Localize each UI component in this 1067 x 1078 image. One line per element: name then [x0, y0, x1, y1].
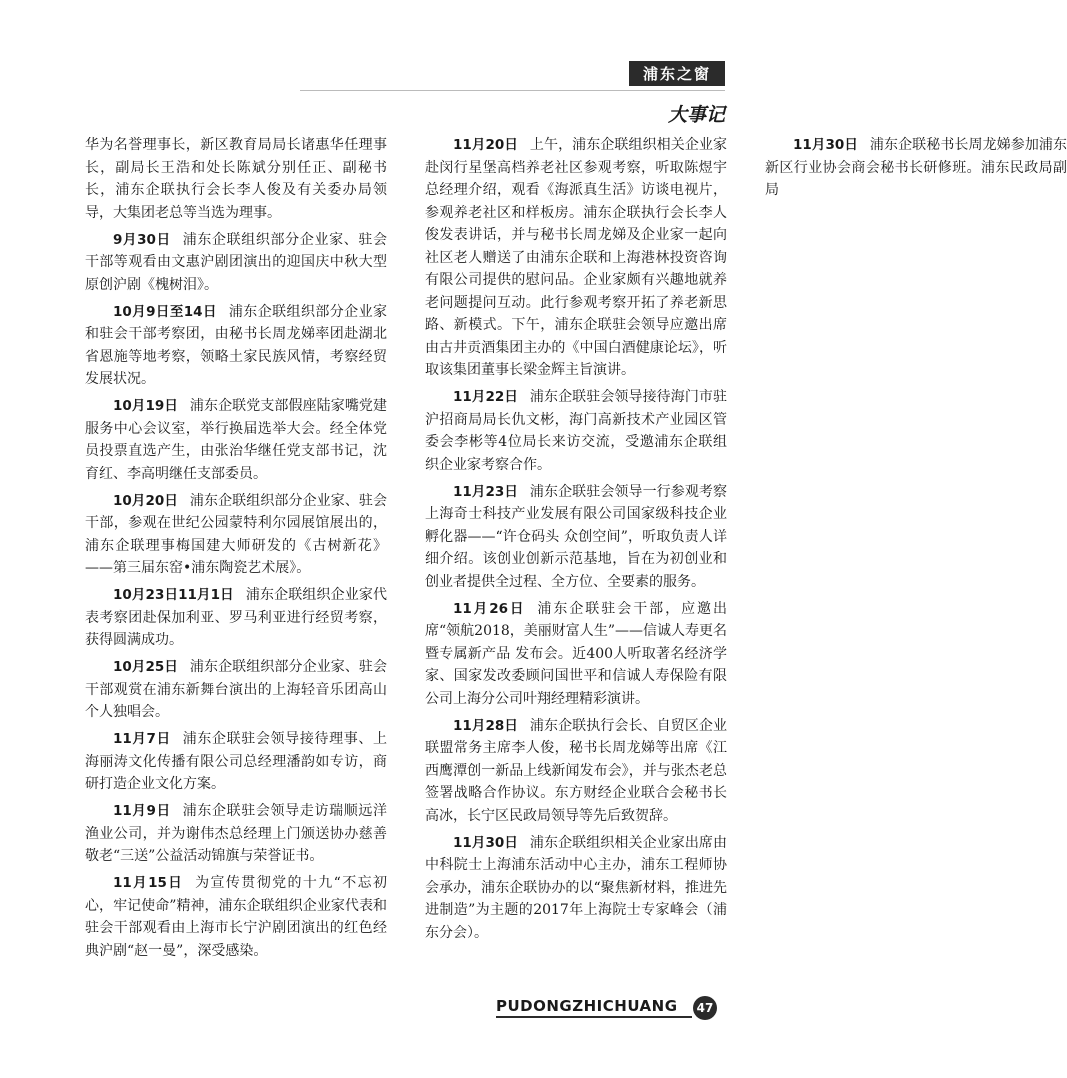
entry-text: 浦东企联秘书长周龙娣参加浦东新区行业协会商会秘书长研修班。浦东民政局副局 — [765, 137, 1067, 198]
entry-text: 浦东企联驻会干部，应邀出席“领航2018，美丽财富人生”——信诚人寿更名暨专属新产品 发布会。近400人听取著名经济学家、国家发改委顾问国世平和信诚人寿保险有限公司上海分公司叶翔经理精彩演讲。 — [425, 600, 727, 707]
entry-paragraph — [85, 656, 387, 724]
section-title: 大事记 — [667, 104, 725, 126]
entry-text: 为宣传贯彻党的十九“不忘初心，牢记使命”精神，浦东企联组织企业家代表和驻会干部观看由上海市长宁沪剧团演出的红色经典沪剧“赵一曼”，深受感染。 — [85, 875, 387, 959]
entry-date: 10月19日 — [113, 398, 178, 414]
entry-text: 浦东企联组织部分企业家和驻会干部考察团，由秘书长周龙娣率团赴湖北省恩施等地考察，领略土家民族风情，考察经贸发展状况。 — [85, 303, 388, 387]
entry-text: 上午，浦东企联组织相关企业家赴闵行星堡高档养老社区参观考察，听取陈煜宇总经理介绍，观看《海派真生活》访谈电视片，参观养老社区和样板房。浦东企联执行会长李人俊发表讲话，并与秘书长周龙娣及企业家一起向社区老人赠送了由浦东企联和上海港林投资咨询有限公司提供的慰问品。企业家颇有兴趣地就养老问题提问互动。此行参观考察开拓了养老新思路、新模式。下午，浦东企联驻会领导应邀出席由古井贡酒集团主办的《中国白酒健康论坛》，听取该集团董事长梁金辉主旨演讲。 — [425, 137, 728, 378]
entry-date: 11月30日 — [453, 834, 518, 851]
entry-paragraph — [85, 872, 387, 962]
entry-paragraph — [765, 134, 1067, 202]
page-number: 47 — [693, 996, 717, 1020]
entry-date: 11月15日 — [113, 875, 184, 891]
entry-date: 10月20日 — [113, 492, 178, 509]
entry-paragraph — [85, 800, 387, 868]
entry-text: 浦东企联驻会领导接待海门市驻沪招商局局长仇文彬，海门高新技术产业园区管委会李彬等4位局长来访交流，受邀浦东企联组织企业家考察合作。 — [425, 389, 728, 473]
entry-date: 11月26日 — [453, 600, 526, 617]
article-body — [85, 134, 1067, 976]
entry-paragraph — [85, 301, 387, 391]
entry-paragraph — [85, 395, 387, 485]
entry-text: 浦东企联驻会领导一行参观考察上海奇士科技产业发展有限公司国家级科技企业孵化器——“许仓码头 众创空间”，听取负责人详细介绍。该创业创新示范基地，旨在为初创业和创业者提供全过程、全方位、全要素的服务。 — [425, 483, 728, 590]
magazine-logo: 浦东之窗 — [629, 61, 725, 86]
entry-date: 11月9日 — [113, 803, 171, 819]
entry-paragraph — [425, 134, 727, 382]
footer-rule — [496, 1016, 692, 1018]
entry-paragraph — [85, 728, 387, 796]
entry-text: 浦东企联驻会领导走访瑞顺远洋渔业公司，并为谢伟杰总经理上门颁送协办慈善敬老“三送”公益活动锦旗与荣誉证书。 — [85, 803, 388, 864]
entry-text: 浦东企联党支部假座陆家嘴党建服务中心会议室，举行换届选举大会。经全体党员投票直选产生，由张治华继任党支部书记，沈育红、李高明继任支部委员。 — [85, 398, 388, 482]
entry-paragraph — [425, 386, 727, 476]
entry-paragraph — [85, 134, 387, 224]
entry-paragraph — [85, 584, 387, 652]
entry-text: 浦东企联组织部分企业家、驻会干部等观看由文惠沪剧团演出的迎国庆中秋大型原创沪剧《槐树泪》。 — [85, 231, 388, 293]
entry-date: 10月23日11月1日 — [113, 587, 234, 603]
entry-date: 11月22日 — [453, 389, 518, 405]
entry-text: 浦东企联执行会长、自贸区企业联盟常务主席李人俊，秘书长周龙娣等出席《江西鹰潭创一新品上线新闻发布会》，并与张杰老总签署战略合作协议。东方财经企业联合会秘书长高冰，长宁区民政局领导等先后致贺辞。 — [425, 717, 728, 824]
header-rule — [300, 90, 725, 91]
entry-date: 11月7日 — [113, 731, 171, 747]
entry-date: 10月9日至14日 — [113, 303, 217, 320]
entry-text: 浦东企联驻会领导接待理事、上海丽涛文化传播有限公司总经理潘韵如专访，商研打造企业文化方案。 — [85, 731, 388, 792]
entry-date: 11月30日 — [793, 137, 858, 153]
entry-paragraph — [85, 490, 387, 580]
entry-paragraph — [85, 229, 387, 297]
entry-date: 10月25日 — [113, 659, 178, 675]
entry-text: 浦东企联组织部分企业家、驻会干部观赏在浦东新舞台演出的上海轻音乐团高山个人独唱会。 — [85, 659, 388, 720]
footer-brand: PUDONGZHICHUANG — [496, 997, 678, 1015]
entry-date: 11月28日 — [453, 717, 518, 734]
entry-text: 华为名誉理事长，新区教育局局长诸惠华任理事长，副局长王浩和处长陈斌分别任正、副秘书长，浦东企联执行会长李人俊及有关委办局领导，大集团老总等当选为理事。 — [85, 137, 387, 221]
entry-paragraph — [425, 832, 727, 945]
entry-date: 11月20日 — [453, 137, 518, 153]
entry-text: 浦东企联组织企业家代表考察团赴保加利亚、罗马利亚进行经贸考察，获得圆满成功。 — [85, 587, 387, 648]
entry-date: 9月30日 — [113, 231, 171, 248]
entry-paragraph — [425, 598, 727, 711]
entry-paragraph — [425, 481, 727, 594]
entry-paragraph — [425, 715, 727, 828]
entry-text: 浦东企联组织部分企业家、驻会干部，参观在世纪公园蒙特利尔园展馆展出的，浦东企联理事梅国建大师研发的《古树新花》——第三届东窑•浦东陶瓷艺术展》。 — [85, 492, 388, 576]
entry-text: 浦东企联组织相关企业家出席由中科院士上海浦东活动中心主办，浦东工程师协会承办，浦东企联协办的以“聚焦新材料，推进先进制造”为主题的2017年上海院士专家峰会（浦东分会）。 — [425, 834, 728, 941]
entry-date: 11月23日 — [453, 483, 518, 500]
